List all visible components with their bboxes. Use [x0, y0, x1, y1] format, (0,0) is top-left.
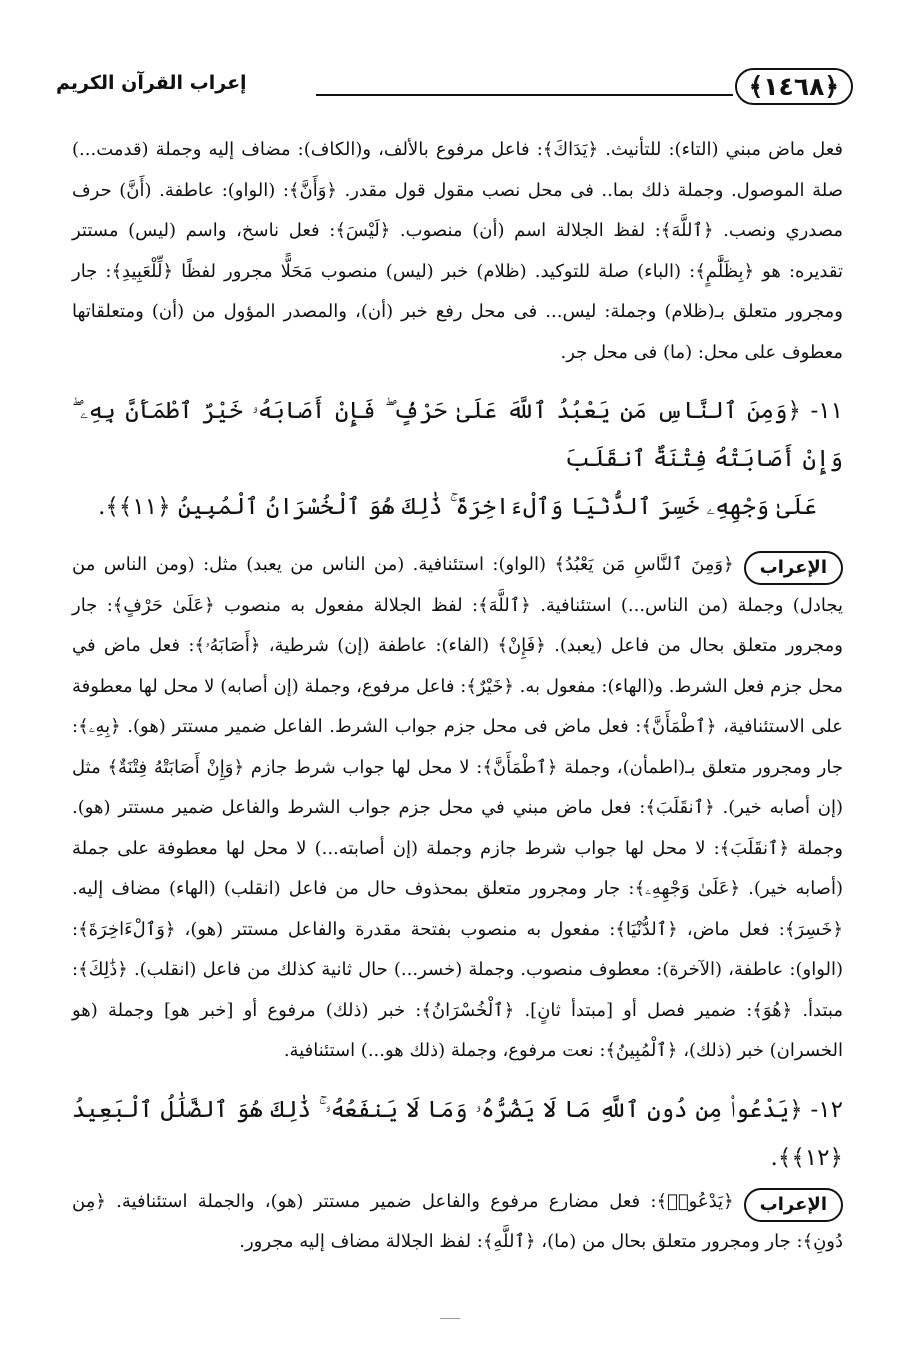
page-number: ﴿١٤٦٨﴾	[735, 68, 853, 105]
page-body	[72, 130, 843, 1263]
page-header	[56, 64, 853, 112]
spacer	[72, 373, 843, 387]
spacer	[72, 531, 843, 545]
irab-text-verse-11: ﴿وَمِنَ ٱلنَّاسِ مَن يَعْبُدُ﴾ (الواو): استئنافية. (من الناس من يعبد) مثل: (ومن الناس من يجادل) وجملة (من الناس...) استئنافية. ﴿ٱللَّهَ﴾: لفظ الجلالة مفعول به منصوب ﴿عَلَىٰ حَرْفٍ﴾: جار ومجرور متعلق بحال من فاعل (يعبد). ﴿فَإِنْ﴾ (الفاء): عاطفة (إن) شرطية، ﴿أَصَابَهُۥ﴾: فعل ماض في محل جزم فعل الشرط. و(الهاء): مفعول به. ﴿خَيْرٌ﴾: فاعل مرفوع، وجملة (إن أصابه) لا محل لها معطوفة على الاستئنافية، ﴿ٱطْمَأَنَّ﴾: فعل ماض فى محل جزم جواب الشرط. الفاعل ضمير مستتر (هو). ﴿بِهِۦ﴾: جار ومجرور متعلق بـ(اطمأن)، وجملة ﴿ٱطْمَأَنَّ﴾: لا محل لها جواب شرط جازم ﴿وَإِنْ أَصَابَتْهُ فِتْنَةٌ﴾ مثل (إن أصابه خير). ﴿ٱنقَلَبَ﴾: فعل ماض مبني في محل جزم جواب الشرط والفاعل ضمير مستتر (هو). وجملة ﴿ٱنقَلَبَ﴾: لا محل لها جواب شرط جازم وجملة (إن أصابته...) لا محل لها معطوفة على جملة (أصابه خير). ﴿عَلَىٰ وَجْهِهِۦ﴾: جار ومجرور متعلق بمحذوف حال من فاعل (انقلب) (الهاء) مضاف إليه. ﴿خَسِرَ﴾: فعل ماض، ﴿ٱلدُّنْيَا﴾: مفعول به منصوب بفتحة مقدرة والفاعل مستتر (هو)، ﴿وَٱلْءَاخِرَةَ﴾: (الواو): عاطفة، (الآخرة): معطوف منصوب. وجملة (خسر...) حال ثانية كذلك من فاعل (انقلب). ﴿ذَٰلِكَ﴾: مبتدأ. ﴿هُوَ﴾: ضمير فصل أو [مبتدأ ثانٍ]. ﴿ٱلْخُسْرَانُ﴾: خبر (ذلك) مرفوع أو [خبر هو] وجملة (هو الخسران) خبر (ذلك)، ﴿ٱلْمُبِينُ﴾: نعت مرفوع، وجملة (ذلك هو...) استئنافية.	[72, 554, 843, 1061]
verse-11-line-2: عَلَىٰ وَجْهِهِۦ خَسِرَ ٱلدُّنْيَا وَٱلْءَاخِرَةَ ۚ ذَٰلِكَ هُوَ ٱلْخُسْرَانُ ٱلْمُبِينُ ﴿١١﴾﴾.	[98, 494, 817, 520]
header-rule	[316, 94, 733, 96]
irab-label: الإعراب	[744, 551, 843, 585]
irab-text-verse-12: ﴿يَدْعُوا۟﴾: فعل مضارع مرفوع والفاعل ضمير مستتر (هو)، والجملة استئنافية. ﴿مِن دُونِ﴾: جار ومجرور متعلق بحال من (ما)، ﴿ٱللَّهِ﴾: لفظ الجلالة مضاف إليه مجرور.	[72, 1190, 843, 1252]
book-title: إعراب القرآن الكريم	[56, 72, 247, 94]
irab-paragraph-verse-12	[72, 1182, 843, 1263]
footer-mark	[440, 1318, 460, 1319]
spacer	[72, 1072, 843, 1086]
paragraph-continuation: فعل ماض مبني (التاء): للتأنيث. ﴿يَدَاكَ﴾: فاعل مرفوع بالألف، و(الكاف): مضاف إليه وجملة (قدمت...) صلة الموصول. وجملة ذلك بما.. فى محل نصب مقول قول مقدر. ﴿وَأَنَّ﴾: (الواو): عاطفة. (أَنَّ) حرف مصدري ونصب. ﴿ٱللَّهَ﴾: لفظ الجلالة اسم (أن) منصوب. ﴿لَيْسَ﴾: فعل ناسخ، واسم (ليس) مستتر تقديره: هو ﴿بِظَلَّٰمٍ﴾: (الباء) صلة للتوكيد. (ظلام) خبر (ليس) منصوب مَحَلًّا مجرور لفظًا ﴿لِّلْعَبِيدِ﴾: جار ومجرور متعلق بـ(ظلام) وجملة: ليس... فى محل رفع خبر (أن)، والمصدر المؤول من (أن) ومتعلقاتها معطوف على محل: (ما) فى محل جر.	[72, 139, 843, 363]
verse-11-line-1: ١١- ﴿وَمِنَ ٱلنَّاسِ مَن يَعْبُدُ ٱللَّهَ عَلَىٰ حَرْفٍۢ ۖ فَإِنْ أَصَابَهُۥ خَيْرٌ ٱطْمَأَنَّ بِهِۦ ۖ وَإِنْ أَصَابَتْهُ فِتْنَةٌ ٱنقَلَبَ	[72, 398, 843, 472]
verse-12: ١٢- ﴿يَدْعُوا۟ مِن دُونِ ٱللَّهِ مَا لَا يَضُرُّهُۥ وَمَا لَا يَنفَعُهُۥ ۚ ذَٰلِكَ هُوَ ٱلضَّلَٰلُ ٱلْبَعِيدُ ﴿١٢﴾﴾.	[72, 1096, 843, 1171]
irab-label: الإعراب	[744, 1188, 843, 1222]
irab-paragraph-verse-11	[72, 545, 843, 1072]
